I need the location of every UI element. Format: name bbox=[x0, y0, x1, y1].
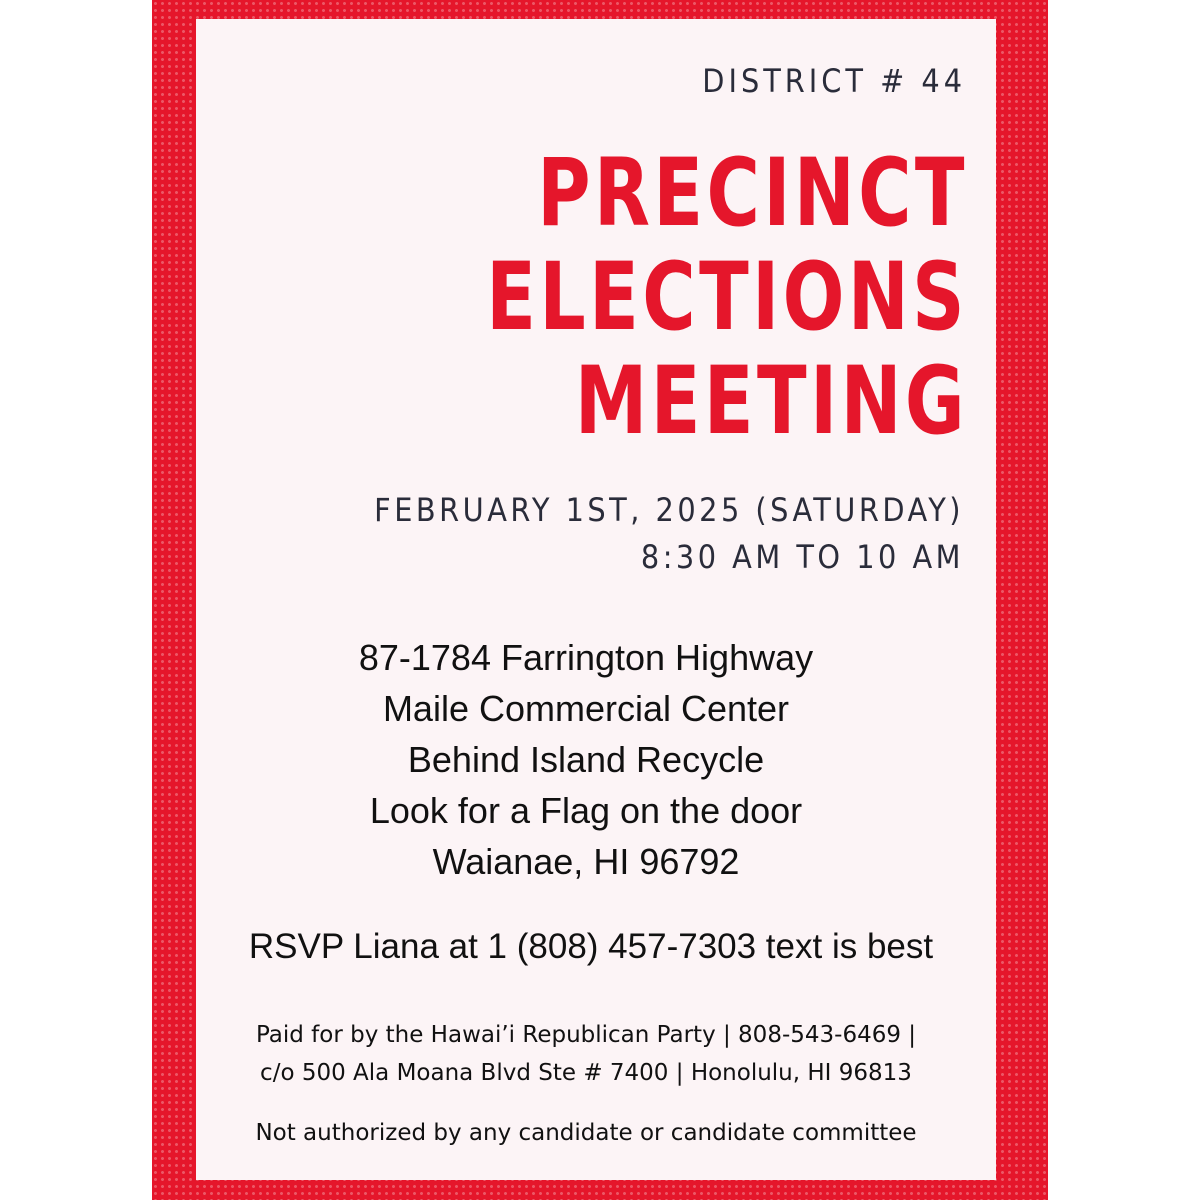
district-label: DISTRICT # 44 bbox=[702, 62, 966, 100]
paid-for-line-1: Paid for by the Hawai’i Republican Party | 808-543-6469 | bbox=[255, 1022, 917, 1048]
address-line-2: Maile Commercial Center bbox=[382, 688, 790, 729]
paid-for-line-2: c/o 500 Ala Moana Blvd Ste # 7400 | Honolulu, HI 96813 bbox=[260, 1060, 912, 1086]
headline-line-1: PRECINCT bbox=[537, 139, 968, 248]
event-date: FEBRUARY 1ST, 2025 (SATURDAY) bbox=[374, 491, 964, 529]
address-line-4: Look for a Flag on the door bbox=[369, 790, 803, 831]
address-line-1: 87-1784 Farrington Highway bbox=[358, 637, 814, 678]
rsvp-text: RSVP Liana at 1 (808) 457-7303 text is best bbox=[248, 927, 934, 966]
headline-line-2: ELECTIONS bbox=[486, 243, 968, 352]
headline-line-3: MEETING bbox=[574, 347, 968, 456]
not-authorized-disclaimer: Not authorized by any candidate or candidate committee bbox=[255, 1120, 917, 1146]
headline bbox=[368, 139, 968, 456]
event-address bbox=[196, 632, 976, 887]
address-line-3: Behind Island Recycle bbox=[407, 739, 765, 780]
event-time: 8:30 AM TO 10 AM bbox=[640, 538, 964, 576]
event-date-time bbox=[374, 487, 964, 581]
paid-for-disclaimer bbox=[196, 1016, 976, 1092]
address-line-5: Waianae, HI 96792 bbox=[432, 841, 740, 882]
